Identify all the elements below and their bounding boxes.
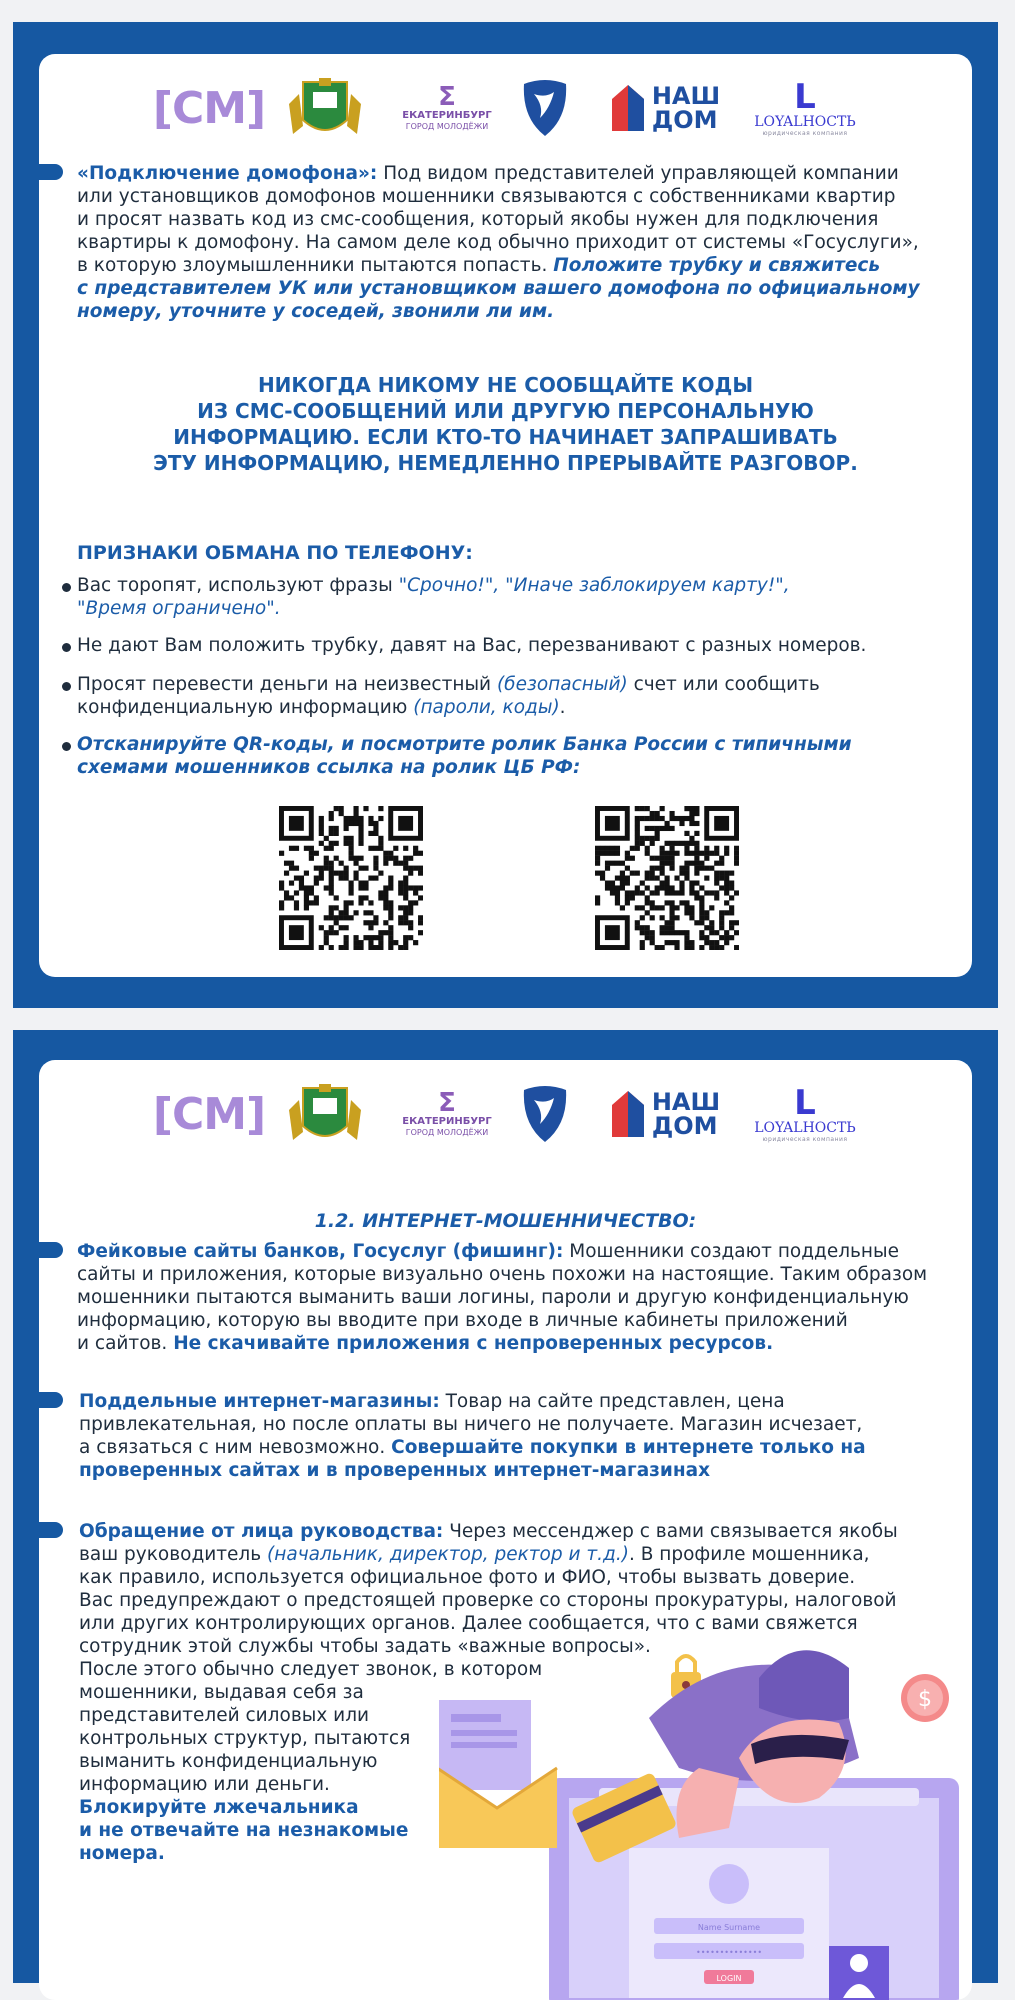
sm-logo: [СМ] <box>152 82 266 134</box>
shops-paragraph: Поддельные интернет-магазины: Товар на сайте представлен, цена привлекательная, но после оплаты вы ничего не получаете. Магазин исчезает, а связаться с ним невозможно. Совершайте покупки в интернете только на проверенных сайтах и в проверенных интернет-магазинах <box>79 1391 866 1481</box>
phishing-paragraph: Фейковые сайты банков, Госуслуг (фишинг): Мошенники создают поддельные сайты и приложения, которые визуально очень похожи на настоящие. Таким образом мошенники пытаются выманить ваши логины, пароли и другую конфиденциальную информацию, которую вы вводите при входе в личные кабинеты приложений и сайтов. Не скачивайте приложения с непроверенных ресурсов. <box>77 1241 928 1354</box>
boss-paragraph: Обращение от лица руководства: Через мессенджер с вами связывается якобы ваш руководитель (начальник, директор, ректор и т.д.). В профиле мошенника, как правило, используется официальное фото и ФИО, чтобы вызвать доверие. Вас предупреждают о предстоящей проверке со стороны прокуратуры, налоговой или других контролирующих органов. Далее сообщается, что с вами свяжется сотрудник этой службы чтобы задать «важные вопросы». После этого обычно следует звонок, в котором мошенники, выдавая себя за представителей силовых или контрольных структур, пытаются выманить конфиденциальную информацию или деньги. Блокируйте лжечальника и не отвечайте на незнакомые номера. <box>79 1521 898 1864</box>
login-field-name-text: Name Surname <box>697 1923 761 1932</box>
ekb-youth-logo: Ʃ ЕКАТЕРИНБУРГ ГОРОД МОЛОДЁЖИ <box>402 1088 492 1137</box>
section-marker <box>39 1522 63 1538</box>
loyalnost-logo: L LOYALНОСТЬ юридическая компания <box>754 1082 856 1143</box>
page-2-card <box>39 1060 972 2000</box>
ekb-coat-of-arms-icon <box>283 1074 367 1154</box>
section-title: 1.2. ИНТЕРНЕТ-МОШЕННИЧЕСТВО: <box>314 1210 697 1232</box>
sign-item-3: Просят перевести деньги на неизвестный (безопасный) счет или сообщить конфиденциальную информацию (пароли, коды). <box>77 674 820 718</box>
logo-row <box>39 1074 972 1154</box>
login-field-password-text: •••••••••••••• <box>695 1948 763 1957</box>
coin-symbol: $ <box>918 1687 932 1712</box>
ekb-youth-logo: Ʃ ЕКАТЕРИНБУРГ ГОРОД МОЛОДЁЖИ <box>402 82 492 131</box>
shield-logo-icon <box>517 1074 573 1154</box>
signs-title: ПРИЗНАКИ ОБМАНА ПО ТЕЛЕФОНУ: <box>77 542 473 564</box>
login-button-text: LOGIN <box>716 1974 742 1983</box>
logo-row <box>39 68 972 148</box>
loyalnost-logo: L LOYALНОСТЬ юридическая компания <box>754 76 856 137</box>
ekb-coat-of-arms-icon <box>283 68 367 148</box>
page-1-card <box>39 54 972 977</box>
page-2 <box>13 1030 998 1983</box>
qr-code-1[interactable] <box>279 806 423 950</box>
section-marker <box>39 1242 63 1258</box>
sign-item-4: Отсканируйте QR-коды, и посмотрите ролик Банка России с типичными схемами мошенников ссылка на ролик ЦБ РФ: <box>77 734 852 778</box>
section-marker <box>39 1392 63 1408</box>
warning-block: НИКОГДА НИКОМУ НЕ СООБЩАЙТЕ КОДЫ ИЗ СМС-СООБЩЕНИЙ ИЛИ ДРУГУЮ ПЕРСОНАЛЬНУЮ ИНФОРМАЦИЮ. ЕСЛИ КТО-ТО НАЧИНАЕТ ЗАПРАШИВАТЬ ЭТУ ИНФОРМАЦИЮ, НЕМЕДЛЕННО ПРЕРЫВАЙТЕ РАЗГОВОР. <box>153 373 858 475</box>
shield-logo-icon <box>517 68 573 148</box>
bullet-icon <box>62 583 71 592</box>
nash-dom-logo: НАШ ДОМ <box>605 1074 725 1154</box>
bullet-icon <box>62 682 71 691</box>
bullet-icon <box>62 742 71 751</box>
user-avatar-icon <box>709 1864 749 1904</box>
section-marker <box>39 164 63 180</box>
sm-logo: [СМ] <box>152 1088 266 1140</box>
page-1 <box>13 22 998 1008</box>
nash-dom-logo: НАШ ДОМ <box>605 68 725 148</box>
sign-item-1: Вас торопят, используют фразы "Срочно!", "Иначе заблокируем карту!", "Время ограничено". <box>77 575 790 619</box>
intercom-paragraph: «Подключение домофона»: Под видом представителей управляющей компании или установщиков домофонов мошенники связываются с собственниками квартир и просят назвать код из смс-сообщения, который якобы нужен для подключения квартиры к домофону. На самом деле код обычно приходит от системы «Госуслуги», в которую злоумышленники пытаются попасть. Положите трубку и свяжитесь с представителем УК или установщиком вашего домофона по официальному номеру, уточните у соседей, звонили ли им. <box>77 163 920 322</box>
qr-code-2[interactable] <box>595 806 739 950</box>
bullet-icon <box>62 643 71 652</box>
sign-item-2: Не дают Вам положить трубку, давят на Вас, перезванивают с разных номеров. <box>77 635 867 656</box>
